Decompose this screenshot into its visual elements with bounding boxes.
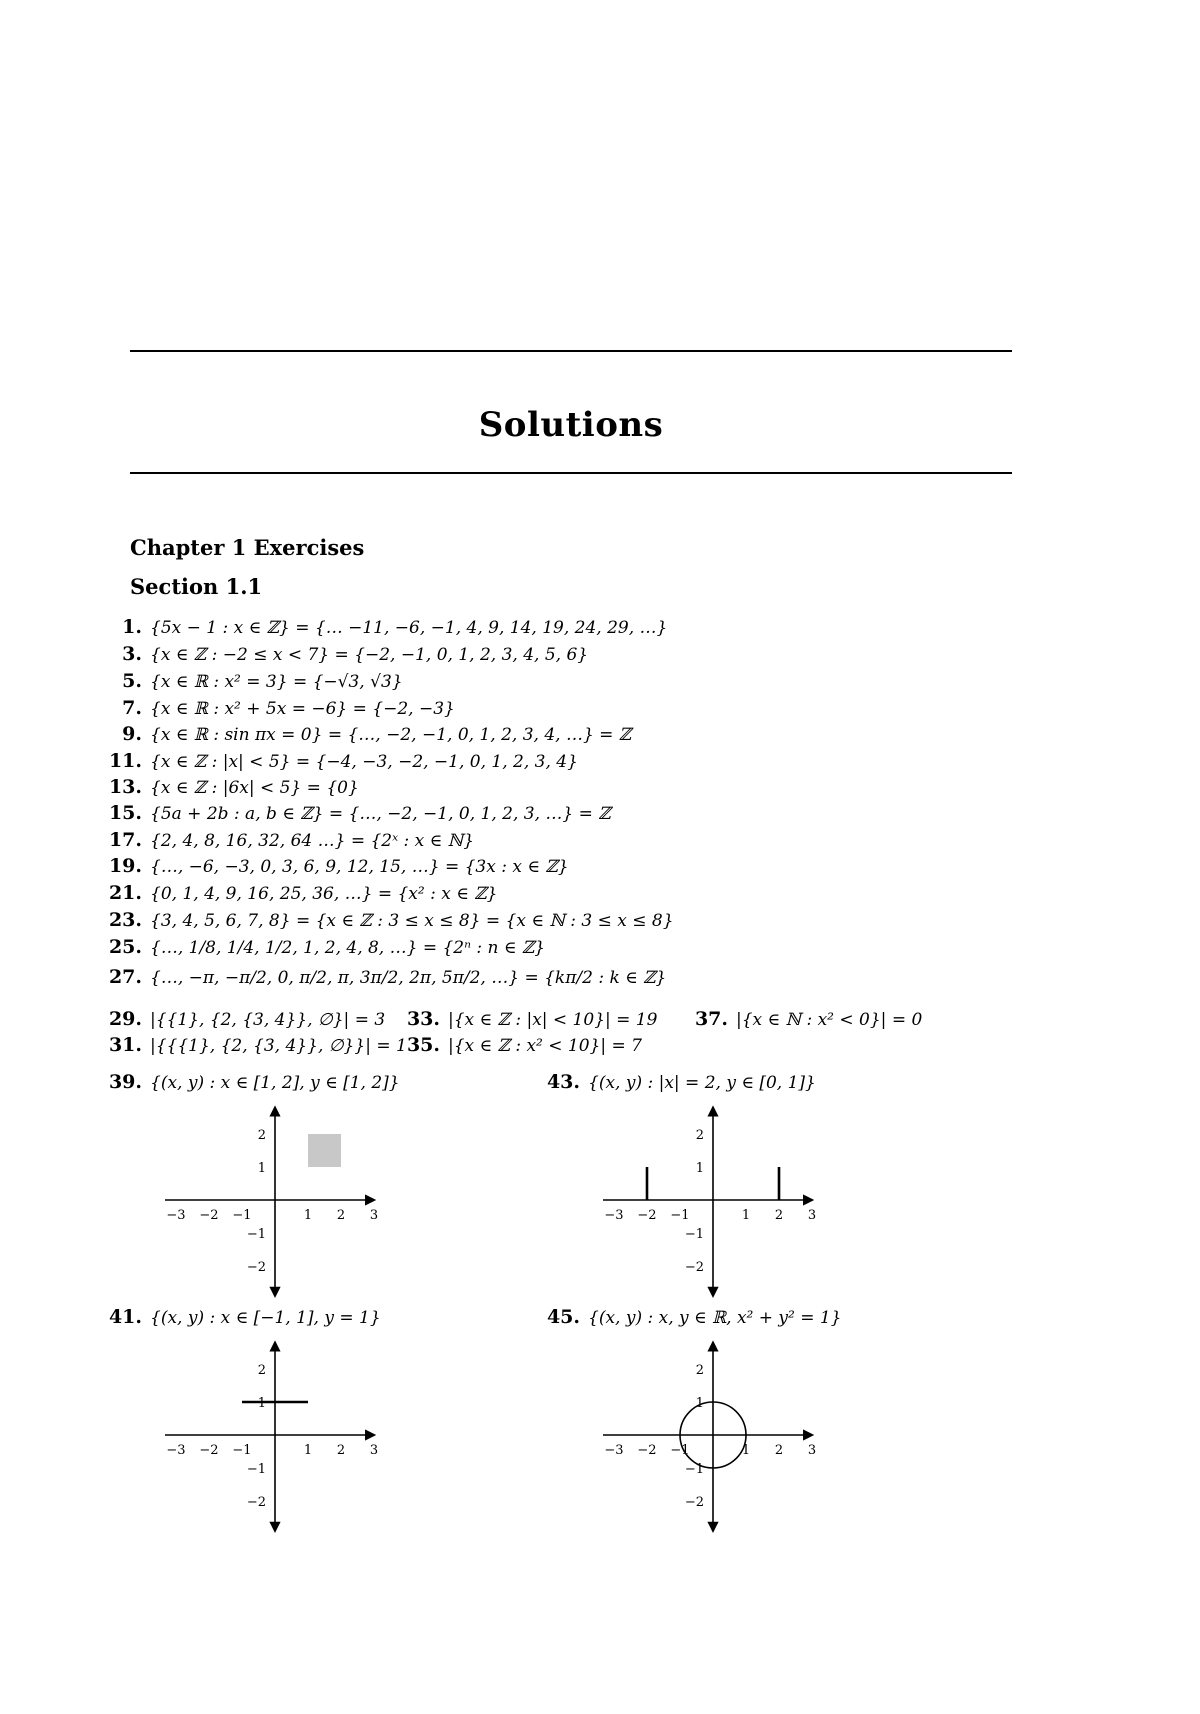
- x-tick-label: 3: [807, 1443, 817, 1458]
- graph-39: [165, 1095, 385, 1305]
- x-tick-label: 3: [369, 1208, 379, 1223]
- x-tick-label: −2: [199, 1208, 219, 1223]
- exercise-item: 29. |{{1}, {2, {3, 4}}, ∅}| = 3: [108, 1008, 386, 1030]
- x-tick-label: 1: [741, 1208, 751, 1223]
- exercise-item: 3. {x ∈ ℤ : −2 ≤ x < 7} = {−2, −1, 0, 1, 2, 3, 4, 5, 6}: [122, 643, 589, 665]
- bottom-rule: [130, 472, 1012, 474]
- x-tick-label: −1: [670, 1208, 690, 1223]
- x-tick-label: 2: [336, 1443, 346, 1458]
- x-tick-label: 1: [303, 1443, 313, 1458]
- exercise-item: 23. {3, 4, 5, 6, 7, 8} = {x ∈ ℤ : 3 ≤ x ≤ 8} = {x ∈ ℕ : 3 ≤ x ≤ 8}: [108, 909, 674, 931]
- filled-region: [308, 1134, 341, 1167]
- graph-label: 39. {(x, y) : x ∈ [1, 2], y ∈ [1, 2]}: [108, 1071, 400, 1093]
- exercise-item: 31. |{{{1}, {2, {3, 4}}, ∅}}| = 1: [108, 1034, 407, 1056]
- exercise-item: 35. |{x ∈ ℤ : x² < 10}| = 7: [406, 1034, 642, 1056]
- y-tick-label: −2: [246, 1495, 266, 1510]
- graph-label: 41. {(x, y) : x ∈ [−1, 1], y = 1}: [108, 1306, 381, 1328]
- exercise-item: 19. {…, −6, −3, 0, 3, 6, 9, 12, 15, …} = {3x : x ∈ ℤ}: [108, 855, 569, 877]
- y-tick-label: −1: [246, 1227, 266, 1242]
- x-tick-label: −3: [166, 1208, 186, 1223]
- y-tick-label: 1: [695, 1396, 704, 1411]
- exercise-item: 17. {2, 4, 8, 16, 32, 64 …} = {2ˣ : x ∈ ℕ}: [108, 829, 475, 851]
- exercise-item: 21. {0, 1, 4, 9, 16, 25, 36, …} = {x² : x ∈ ℤ}: [108, 882, 498, 904]
- top-rule: [130, 350, 1012, 352]
- x-tick-label: −2: [637, 1208, 657, 1223]
- x-tick-label: 2: [774, 1208, 784, 1223]
- y-tick-label: 2: [257, 1128, 266, 1143]
- x-tick-label: −1: [232, 1208, 252, 1223]
- x-tick-label: 1: [741, 1443, 751, 1458]
- x-tick-label: 2: [774, 1443, 784, 1458]
- y-tick-label: 2: [695, 1128, 704, 1143]
- x-tick-label: −3: [604, 1208, 624, 1223]
- x-tick-label: −1: [670, 1443, 690, 1458]
- y-tick-label: 2: [257, 1363, 266, 1378]
- exercise-item: 27. {…, −π, −π/2, 0, π/2, π, 3π/2, 2π, 5π/2, …} = {kπ/2 : k ∈ ℤ}: [108, 966, 667, 988]
- exercise-item: 7. {x ∈ ℝ : x² + 5x = −6} = {−2, −3}: [122, 697, 455, 719]
- exercise-item: 33. |{x ∈ ℤ : |x| < 10}| = 19: [406, 1008, 658, 1030]
- graph-43: [603, 1095, 823, 1305]
- exercise-item: 25. {…, 1/8, 1/4, 1/2, 1, 2, 4, 8, …} = {2ⁿ : n ∈ ℤ}: [108, 936, 546, 958]
- exercise-item: 9. {x ∈ ℝ : sin πx = 0} = {…, −2, −1, 0, 1, 2, 3, 4, …} = ℤ: [122, 723, 632, 745]
- x-tick-label: −3: [604, 1443, 624, 1458]
- y-tick-label: −1: [246, 1462, 266, 1477]
- chapter-heading: Chapter 1 Exercises: [130, 535, 365, 560]
- x-tick-label: 3: [807, 1208, 817, 1223]
- exercise-item: 5. {x ∈ ℝ : x² = 3} = {−√3, √3}: [122, 670, 403, 692]
- y-tick-label: −1: [684, 1462, 704, 1477]
- y-tick-label: 1: [257, 1396, 266, 1411]
- x-tick-label: −2: [637, 1443, 657, 1458]
- x-tick-label: 1: [303, 1208, 313, 1223]
- exercise-item: 37. |{x ∈ ℕ : x² < 0}| = 0: [694, 1008, 923, 1030]
- y-tick-label: −2: [246, 1260, 266, 1275]
- x-tick-label: 3: [369, 1443, 379, 1458]
- y-tick-label: −2: [684, 1260, 704, 1275]
- y-tick-label: −2: [684, 1495, 704, 1510]
- exercise-item: 1. {5x − 1 : x ∈ ℤ} = {… −11, −6, −1, 4, 9, 14, 19, 24, 29, …}: [122, 616, 668, 638]
- y-tick-label: 2: [695, 1363, 704, 1378]
- x-tick-label: −3: [166, 1443, 186, 1458]
- y-tick-label: 1: [257, 1161, 266, 1176]
- x-tick-label: −2: [199, 1443, 219, 1458]
- graph-45: [603, 1330, 823, 1540]
- exercise-item: 11. {x ∈ ℤ : |x| < 5} = {−4, −3, −2, −1, 0, 1, 2, 3, 4}: [108, 750, 578, 772]
- page-title: Solutions: [478, 405, 664, 445]
- graph-label: 43. {(x, y) : |x| = 2, y ∈ [0, 1]}: [546, 1071, 816, 1093]
- x-tick-label: 2: [336, 1208, 346, 1223]
- y-tick-label: −1: [684, 1227, 704, 1242]
- section-heading: Section 1.1: [130, 574, 263, 599]
- graph-label: 45. {(x, y) : x, y ∈ ℝ, x² + y² = 1}: [546, 1306, 842, 1328]
- exercise-item: 15. {5a + 2b : a, b ∈ ℤ} = {…, −2, −1, 0, 1, 2, 3, …} = ℤ: [108, 802, 611, 824]
- y-tick-label: 1: [695, 1161, 704, 1176]
- x-tick-label: −1: [232, 1443, 252, 1458]
- exercise-item: 13. {x ∈ ℤ : |6x| < 5} = {0}: [108, 776, 359, 798]
- graph-41: [165, 1330, 385, 1540]
